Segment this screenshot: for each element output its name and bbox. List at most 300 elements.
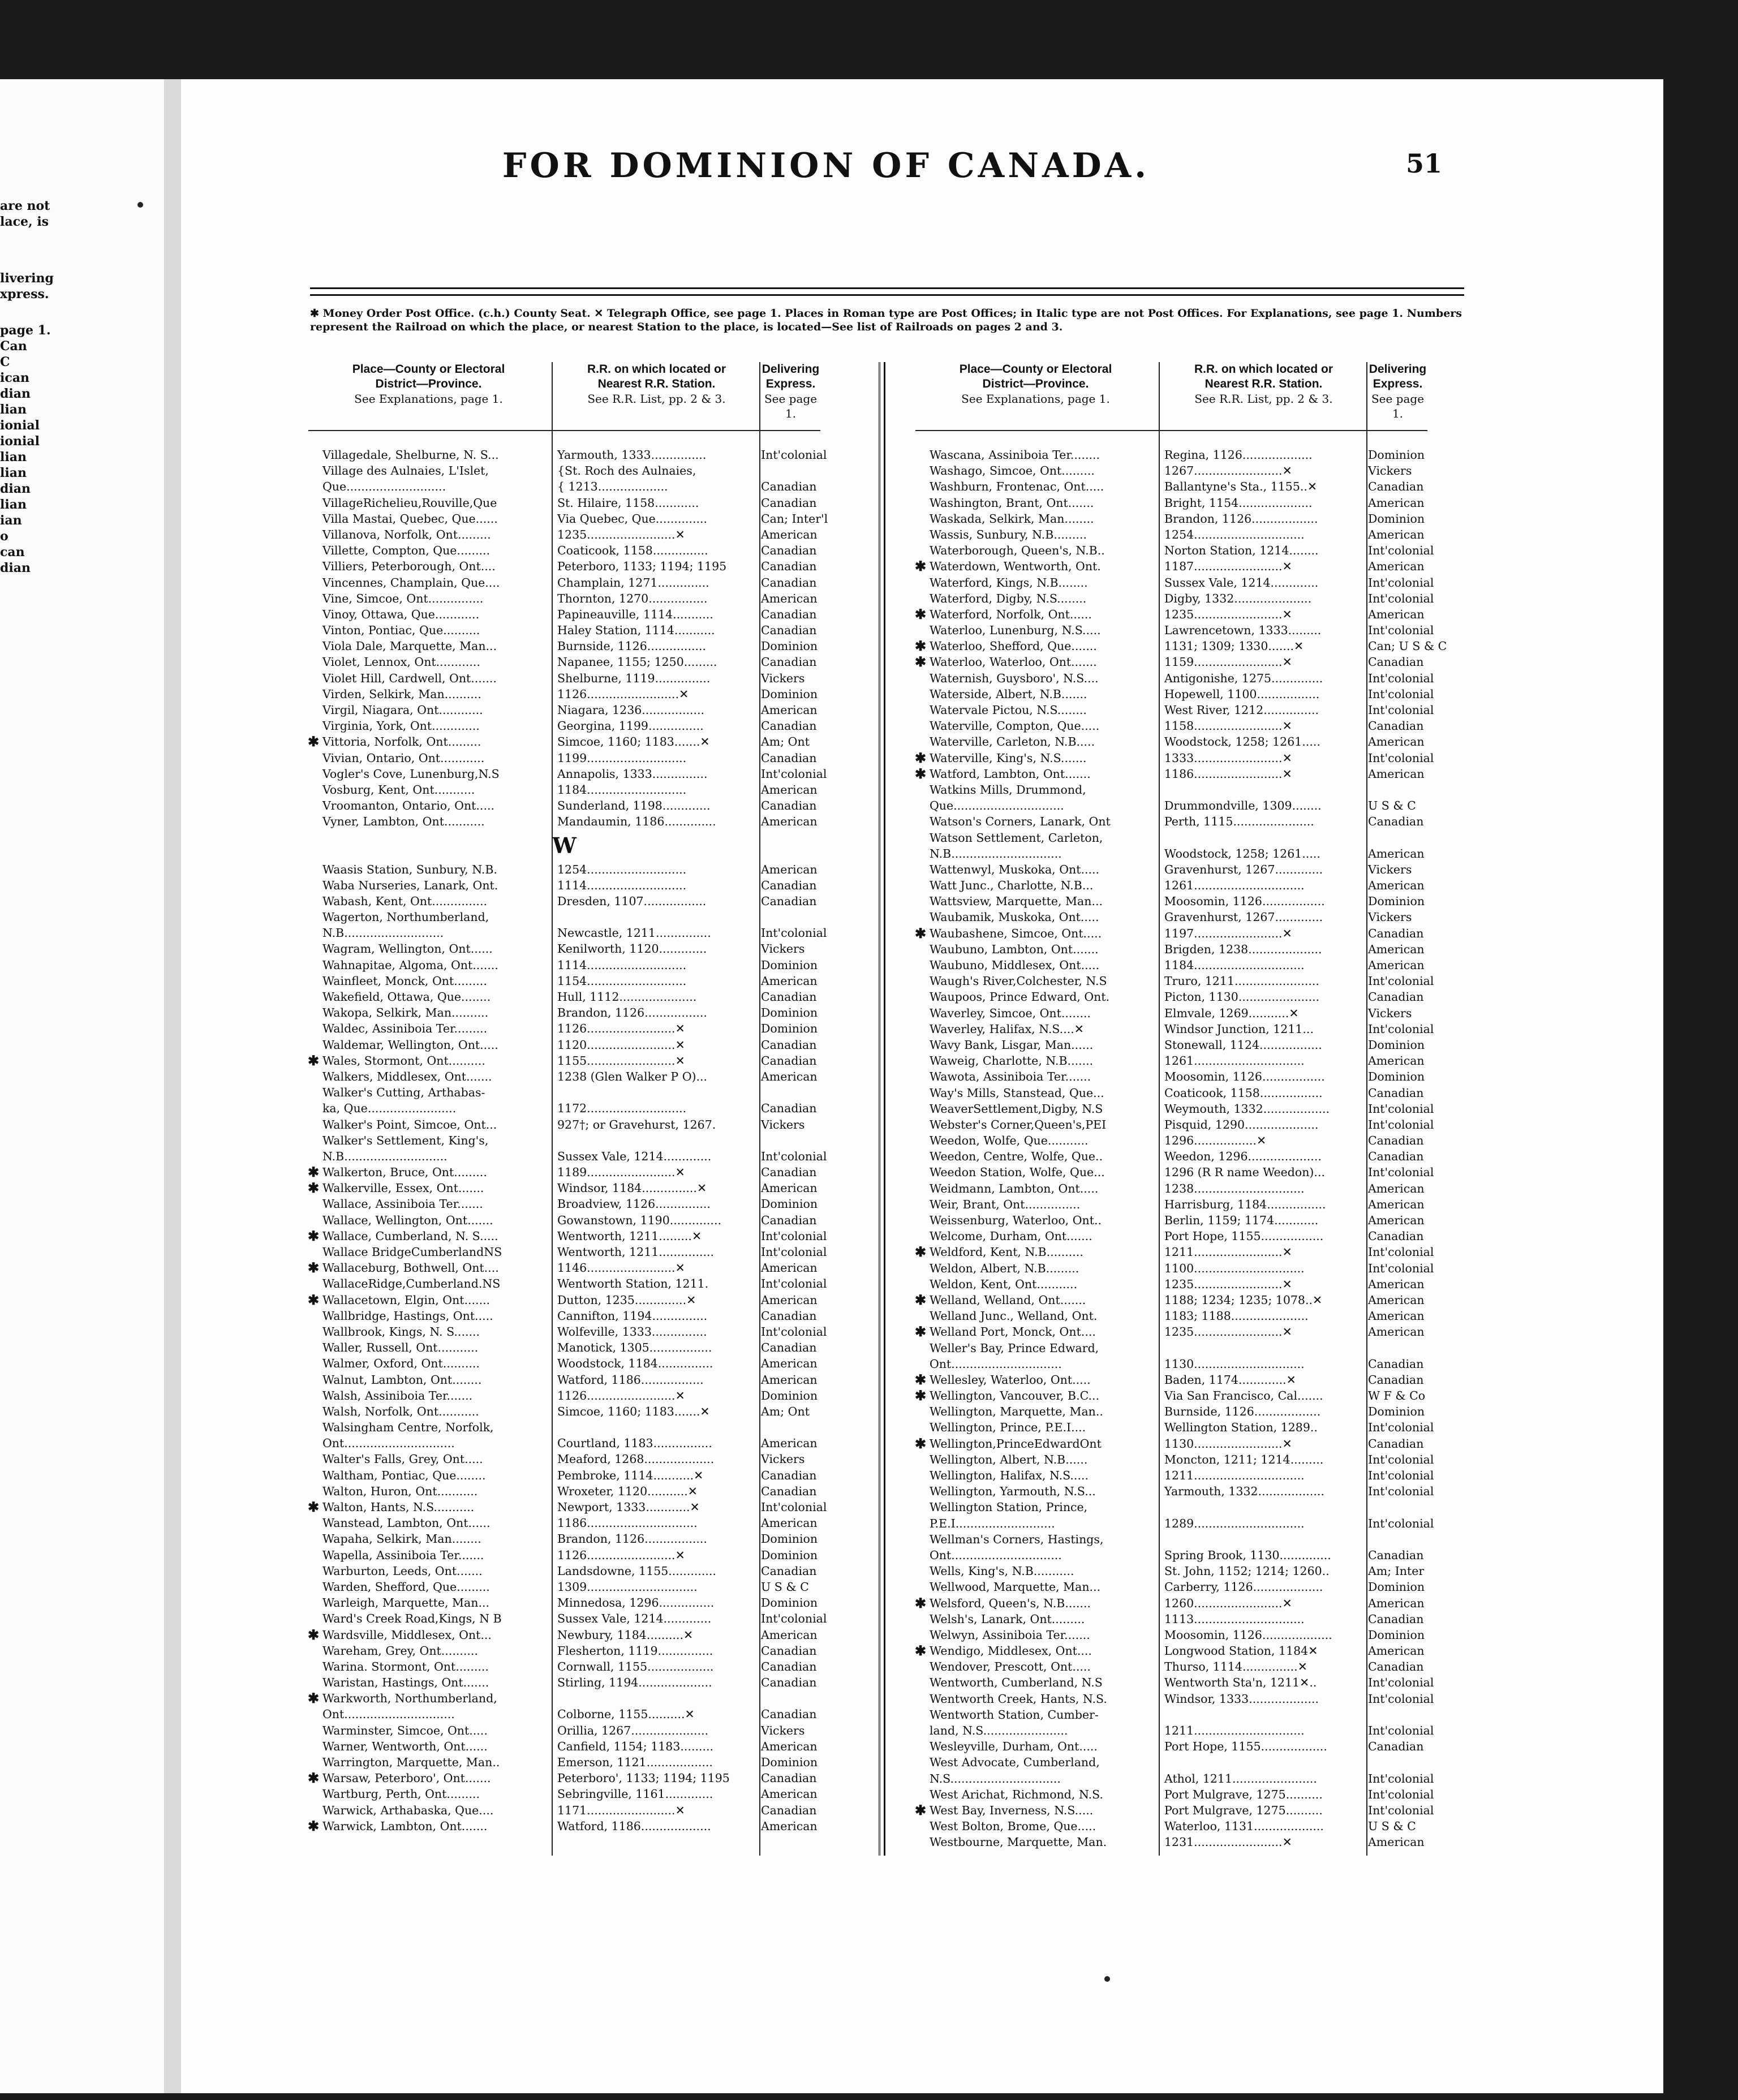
railroad-cell: Berlin, 1159; 1174............: [1164, 1213, 1319, 1227]
express-cell: U S & C: [1368, 799, 1416, 813]
place-cell: Waverley, Halifax, N.S....✕: [930, 1022, 1084, 1036]
money-order-mark: ✱: [915, 1387, 927, 1404]
money-order-mark: ✱: [308, 733, 320, 750]
place-cell: Weldon, Albert, N.B.........: [930, 1261, 1079, 1275]
railroad-cell: Sebringville, 1161.............: [557, 1787, 713, 1801]
rr-header-line2: Nearest R.R. Station.: [597, 377, 716, 390]
railroad-cell: 1186..............................: [557, 1516, 698, 1530]
place-cell: West Bay, Inverness, N.S.....: [930, 1803, 1094, 1817]
railroad-cell: Watford, 1186...................: [557, 1819, 711, 1833]
table-row: [915, 1085, 1427, 1101]
table-row: [308, 1021, 820, 1036]
money-order-mark: ✱: [915, 653, 927, 670]
railroad-cell: Colborne, 1155..........✕: [557, 1707, 695, 1722]
page-gutter: [164, 79, 181, 2093]
table-row: [308, 479, 820, 494]
table-row: [915, 1164, 1434, 1180]
fragment-text: lian: [0, 466, 27, 480]
express-column-header: [1368, 362, 1427, 430]
railroad-cell: Cannifton, 1194...............: [557, 1309, 708, 1323]
railroad-cell: Annapolis, 1333...............: [557, 767, 708, 781]
money-order-mark: ✱: [915, 638, 927, 655]
railroad-cell: 1154...........................: [557, 974, 687, 988]
table-row: [915, 1021, 1434, 1037]
place-cell: Waltham, Pontiac, Que........: [322, 1468, 486, 1482]
table-row: [308, 543, 820, 558]
place-cell: Waternish, Guysboro', N.S....: [930, 671, 1099, 685]
place-cell: Vittoria, Norfolk, Ont.........: [322, 735, 481, 749]
express-column-header: [761, 362, 820, 430]
place-cell: Vincennes, Champlain, Que....: [322, 575, 500, 589]
place-cell: Waupoos, Prince Edward, Ont.: [930, 990, 1110, 1004]
railroad-cell: 1211..............................: [1164, 1469, 1305, 1482]
place-cell: Waubamik, Muskoka, Ont.....: [930, 910, 1099, 924]
express-cell: Dominion: [1368, 1628, 1425, 1642]
table-row: [308, 1085, 820, 1100]
railroad-cell: Orillia, 1267.....................: [557, 1723, 709, 1737]
place-cell: Wales, Stormont, Ont..........: [322, 1053, 485, 1068]
express-cell: American: [1368, 1644, 1425, 1658]
express-cell: Int'colonial: [1368, 1117, 1434, 1131]
table-row: [308, 718, 820, 734]
place-cell: Weedon Station, Wolfe, Que...: [930, 1165, 1105, 1180]
place-cell: Wallace, Wellington, Ont.......: [322, 1213, 493, 1227]
scan-speck: [137, 202, 143, 208]
express-cell: American: [1368, 1596, 1425, 1610]
railroad-cell: 1155........................✕: [557, 1053, 685, 1068]
place-cell: Waterville, King's, N.S.......: [930, 751, 1087, 765]
table-row: [915, 893, 1427, 909]
fragment-text: livering: [0, 271, 54, 286]
table-row: [915, 1117, 1434, 1133]
table-row: [308, 766, 827, 782]
place-cell: Walker's Settlement, King's,: [322, 1133, 489, 1147]
express-cell: Int'colonial: [761, 1245, 827, 1259]
place-cell: Virgil, Niagara, Ont............: [322, 703, 483, 717]
place-header-line2: District—Province.: [982, 377, 1089, 390]
rr-header-line1: R.R. on which located or: [587, 363, 726, 376]
express-cell: Int'colonial: [1368, 591, 1434, 605]
railroad-cell: Wentworth, 1211...............: [557, 1245, 715, 1259]
fragment-text: dian: [0, 386, 31, 401]
railroad-cell: Regina, 1126...................: [1164, 448, 1313, 462]
railroad-cell: Hull, 1112.....................: [557, 990, 697, 1004]
place-cell: Warrington, Marquette, Man..: [322, 1755, 500, 1769]
table-row: [915, 638, 1447, 655]
place-cell: N.B..............................: [930, 846, 1062, 860]
table-row: [308, 1690, 820, 1706]
railroad-cell: Newbury, 1184..........✕: [557, 1628, 694, 1642]
express-cell: Canadian: [1368, 719, 1424, 733]
place-cell: Wellington, Albert, N.B......: [930, 1452, 1088, 1466]
table-row: [915, 989, 1427, 1005]
table-row: [308, 1611, 827, 1626]
table-row: [915, 1611, 1427, 1627]
table-row: [915, 1723, 1434, 1738]
money-order-mark: ✱: [308, 1164, 320, 1181]
express-cell: Dominion: [761, 1197, 818, 1211]
railroad-cell: 1235........................✕: [1164, 1325, 1292, 1339]
table-row: [308, 591, 820, 606]
place-cell: Waterford, Digby, N.S........: [930, 591, 1087, 605]
table-row: [308, 1404, 820, 1419]
table-row: [915, 973, 1434, 989]
place-cell: Weldon, Kent, Ont...........: [930, 1277, 1078, 1291]
table-row: [308, 1117, 820, 1133]
left-table: [308, 362, 828, 1856]
table-row: [915, 1771, 1434, 1787]
table-row: [915, 1627, 1427, 1643]
table-row: [915, 1675, 1434, 1690]
table-row: [308, 1675, 820, 1690]
railroad-cell: Newport, 1333............✕: [557, 1500, 700, 1514]
express-cell: Int'colonial: [761, 926, 827, 940]
place-cell: Wassis, Sunbury, N.B.........: [930, 527, 1087, 541]
railroad-cell: 1231........................✕: [1164, 1835, 1292, 1849]
place-cell: Welsh's, Lanark, Ont.........: [930, 1612, 1085, 1626]
header-divider: [915, 430, 1427, 431]
table-row: [308, 1579, 820, 1595]
place-cell: Weller's Bay, Prince Edward,: [930, 1341, 1099, 1355]
table-row: [308, 1355, 820, 1371]
railroad-cell: 1126........................✕: [557, 1388, 685, 1402]
railroad-cell: 1126........................✕: [557, 1022, 685, 1036]
express-cell: American: [761, 1516, 818, 1530]
place-cell: Que...........................: [322, 480, 446, 494]
express-header-line3: See page 1.: [764, 392, 818, 420]
railroad-cell: Sussex Vale, 1214.............: [1164, 575, 1319, 589]
express-cell: Canadian: [761, 1053, 817, 1068]
express-cell: Dominion: [761, 1755, 818, 1769]
place-cell: Warminster, Simcoe, Ont.....: [322, 1723, 488, 1737]
table-row: [915, 862, 1427, 877]
express-cell: Canadian: [761, 544, 817, 558]
express-cell: American: [1368, 942, 1425, 956]
railroad-cell: Wolfeville, 1333...............: [557, 1324, 707, 1339]
railroad-cell: Coaticook, 1158.................: [1164, 1086, 1323, 1100]
railroad-cell: West River, 1212...............: [1164, 703, 1319, 717]
railroad-cell: Napanee, 1155; 1250.........: [557, 655, 717, 669]
table-row: [308, 1340, 820, 1355]
table-row: [915, 1818, 1427, 1834]
express-cell: Can; Inter'l: [761, 511, 828, 526]
express-cell: Vickers: [1368, 862, 1412, 876]
railroad-cell: Peterboro, 1133; 1194; 1195: [557, 560, 727, 574]
place-cell: Wanstead, Lambton, Ont......: [322, 1516, 491, 1530]
table-row: [308, 622, 820, 638]
table-row: [308, 638, 820, 654]
express-cell: American: [1368, 846, 1425, 860]
express-cell: Canadian: [1368, 990, 1424, 1004]
railroad-cell: 1186........................✕: [1164, 767, 1292, 781]
express-cell: American: [761, 527, 818, 541]
place-cell: Washburn, Frontenac, Ont.....: [930, 480, 1104, 494]
table-row: [915, 957, 1427, 973]
railroad-cell: Dresden, 1107.................: [557, 894, 707, 908]
railroad-cell: Perth, 1115......................: [1164, 815, 1314, 829]
express-cell: Canadian: [761, 1468, 817, 1482]
railroad-cell: Weymouth, 1332..................: [1164, 1101, 1330, 1116]
place-column-header: [915, 362, 1156, 430]
express-cell: Canadian: [761, 1564, 817, 1578]
railroad-cell: 1197........................✕: [1164, 926, 1292, 940]
express-cell: Canadian: [761, 719, 817, 733]
express-cell: American: [1368, 496, 1425, 510]
place-cell: Waskada, Selkirk, Man........: [930, 511, 1094, 526]
railroad-cell: 1114...........................: [557, 878, 687, 892]
table-row: [308, 1069, 820, 1085]
place-cell: Waterloo, Shefford, Que.......: [930, 639, 1097, 653]
railroad-cell: Shelburne, 1119...............: [557, 671, 711, 685]
table-row: [915, 1356, 1427, 1372]
fragment-text: ionial: [0, 434, 40, 449]
fragment-text: lian: [0, 450, 27, 464]
table-row: [915, 1340, 1427, 1356]
money-order-mark: ✱: [308, 1626, 320, 1643]
railroad-cell: Brandon, 1126..................: [1164, 511, 1318, 526]
table-row: [308, 1372, 820, 1388]
table-row: [915, 1659, 1427, 1675]
express-cell: American: [761, 1739, 818, 1753]
place-cell: Wendover, Prescott, Ont.....: [930, 1660, 1091, 1674]
table-row: [915, 1276, 1427, 1292]
table-row: [915, 877, 1427, 893]
table-row: [308, 1180, 820, 1196]
table-row: [915, 766, 1427, 782]
express-cell: Vickers: [761, 942, 805, 956]
place-cell: Warsaw, Peterboro', Ont.......: [322, 1771, 491, 1785]
left-rows: [308, 447, 828, 1834]
place-cell: Ward's Creek Road,Kings, N B: [322, 1612, 502, 1626]
express-cell: Canadian: [1368, 1660, 1424, 1674]
railroad-cell: Coaticook, 1158...............: [557, 544, 708, 558]
express-cell: American: [761, 1181, 818, 1195]
table-row: [308, 495, 820, 511]
railroad-cell: Port Hope, 1155..................: [1164, 1740, 1327, 1754]
table-row: [915, 1707, 1427, 1723]
place-cell: Watson's Corners, Lanark, Ont: [930, 815, 1111, 829]
place-cell: Wentworth Creek, Hants, N.S.: [930, 1692, 1107, 1706]
table-row: [915, 1260, 1434, 1276]
table-row: [915, 830, 1427, 846]
express-cell: Canadian: [761, 496, 817, 510]
railroad-cell: Niagara, 1236.................: [557, 703, 705, 717]
table-row: [915, 1531, 1427, 1547]
railroad-cell: Moosomin, 1126...................: [1164, 1628, 1332, 1642]
table-row: [308, 1451, 820, 1467]
express-cell: Canadian: [761, 1643, 817, 1658]
table-row: [915, 1228, 1427, 1244]
table-row: [915, 926, 1427, 941]
table-row: [308, 1276, 827, 1292]
place-cell: Vyner, Lambton, Ont...........: [322, 815, 485, 829]
railroad-cell: 1130..............................: [1164, 1357, 1305, 1371]
place-cell: Welland Port, Monck, Ont....: [930, 1325, 1096, 1339]
table-row: [308, 1037, 820, 1053]
express-header-line1: Delivering: [1369, 363, 1427, 376]
railroad-cell: Manotick, 1305.................: [557, 1341, 712, 1355]
scan-border: [1663, 79, 1738, 2093]
railroad-cell: Simcoe, 1160; 1183.......✕: [557, 1404, 710, 1418]
money-order-mark: ✱: [915, 1594, 927, 1611]
table-row: [915, 495, 1427, 511]
place-cell: Walsingham Centre, Norfolk,: [322, 1421, 494, 1435]
table-row: [308, 463, 820, 479]
place-cell: Ont..............................: [930, 1357, 1062, 1371]
express-cell: Canadian: [1368, 1150, 1424, 1164]
table-row: [915, 1579, 1427, 1595]
railroad-cell: Burnside, 1126................: [557, 639, 707, 653]
express-cell: Canadian: [761, 1309, 817, 1323]
table-row: [915, 1563, 1427, 1579]
header-rule-bottom: [310, 294, 1464, 296]
place-cell: Vogler's Cove, Lunenburg,N.S: [322, 767, 500, 781]
railroad-cell: 1296 (R R name Weedon)...: [1164, 1165, 1325, 1180]
table-row: [308, 1754, 820, 1770]
railroad-cell: Wentworth, 1211.........✕: [557, 1229, 702, 1243]
express-cell: American: [761, 1819, 818, 1833]
express-cell: American: [761, 1787, 818, 1801]
fragment-text: can: [0, 545, 25, 560]
express-cell: Dominion: [761, 1022, 818, 1036]
place-cell: Ont..............................: [930, 1548, 1062, 1562]
table-row: [915, 511, 1427, 527]
express-cell: Int'colonial: [1368, 575, 1434, 589]
place-cell: Warden, Shefford, Que.........: [322, 1580, 490, 1594]
railroad-cell: 1158........................✕: [1164, 719, 1292, 733]
money-order-mark: ✱: [915, 749, 927, 766]
place-cell: Way's Mills, Stanstead, Que...: [930, 1086, 1104, 1100]
express-cell: Int'colonial: [1368, 1452, 1434, 1466]
express-cell: American: [761, 1293, 818, 1307]
place-cell: Warner, Wentworth, Ont......: [322, 1739, 488, 1753]
place-cell: Wellington,PrinceEdwardOnt: [930, 1436, 1102, 1451]
railroad-cell: 1211........................✕: [1164, 1245, 1292, 1259]
place-cell: Wellesley, Waterloo, Ont.....: [930, 1372, 1091, 1387]
place-cell: Ont..............................: [322, 1707, 455, 1722]
express-cell: Int'colonial: [1368, 1101, 1434, 1116]
place-cell: Wentworth Station, Cumber-: [930, 1707, 1099, 1722]
place-header-line3: See Explanations, page 1.: [354, 392, 503, 406]
express-cell: Canadian: [761, 751, 817, 765]
place-cell: Waterloo, Lunenburg, N.S.....: [930, 623, 1101, 638]
express-cell: American: [1368, 1325, 1425, 1339]
place-cell: Walton, Huron, Ont...........: [322, 1484, 478, 1498]
place-cell: Waller, Russell, Ont...........: [322, 1341, 479, 1355]
express-cell: Int'colonial: [1368, 703, 1434, 717]
railroad-cell: Stonewall, 1124.................: [1164, 1038, 1322, 1052]
rr-header-line2: Nearest R.R. Station.: [1204, 377, 1323, 390]
place-cell: Walkerton, Bruce, Ont.........: [322, 1165, 487, 1180]
table-row: [915, 1148, 1427, 1164]
place-cell: Violet Hill, Cardwell, Ont.......: [322, 671, 497, 685]
table-row: [915, 1547, 1427, 1563]
railroad-cell: Courtland, 1183................: [557, 1436, 712, 1451]
express-cell: American: [761, 782, 818, 797]
table-row: [308, 1244, 827, 1260]
railroad-cell: Weedon, 1296....................: [1164, 1150, 1322, 1164]
place-cell: Wells, King's, N.B...........: [930, 1564, 1074, 1578]
table-row: [915, 1308, 1427, 1324]
railroad-cell: Haley Station, 1114...........: [557, 623, 715, 638]
place-cell: Wawota, Assiniboia Ter.......: [930, 1070, 1091, 1084]
fragment-text: ican: [0, 371, 30, 385]
table-row: [308, 1515, 820, 1531]
railroad-cell: Dutton, 1235..............✕: [557, 1293, 696, 1307]
table-row: [308, 606, 820, 622]
money-order-mark: ✱: [915, 605, 927, 622]
railroad-cell: Woodstock, 1258; 1261.....: [1164, 846, 1320, 860]
place-cell: Que..............................: [930, 799, 1064, 813]
express-cell: Int'colonial: [1368, 1787, 1434, 1801]
express-cell: Dominion: [761, 687, 818, 701]
table-row: [915, 1691, 1434, 1707]
table-row: [308, 1308, 820, 1324]
place-cell: Wellington, Yarmouth, N.S...: [930, 1484, 1096, 1499]
railroad-cell: Antigonishe, 1275..............: [1164, 671, 1323, 685]
place-cell: Wallaceburg, Bothwell, Ont....: [322, 1261, 499, 1275]
express-cell: Can; U S & C: [1368, 639, 1447, 653]
express-cell: Vickers: [761, 671, 805, 685]
express-cell: American: [1368, 1197, 1425, 1211]
railroad-cell: Gowanstown, 1190..............: [557, 1213, 721, 1227]
place-cell: Virginia, York, Ont.............: [322, 719, 480, 733]
express-cell: Dominion: [761, 1388, 818, 1402]
express-cell: Canadian: [761, 799, 817, 813]
fragment-text: dian: [0, 481, 31, 496]
express-cell: American: [1368, 1181, 1425, 1195]
header-divider: [308, 430, 820, 431]
railroad-cell: St. John, 1152; 1214; 1260..: [1164, 1564, 1330, 1578]
table-row: [915, 1372, 1427, 1388]
railroad-cell: Carberry, 1126...................: [1164, 1580, 1323, 1594]
place-cell: Wahnapitae, Algoma, Ont.......: [322, 958, 498, 972]
table-row: [915, 1738, 1427, 1754]
table-row: [308, 1468, 820, 1483]
railroad-cell: Watford, 1186.................: [557, 1372, 704, 1387]
place-cell: WeaverSettlement,Digby, N.S: [930, 1101, 1103, 1116]
place-cell: Walnut, Lambton, Ont........: [322, 1372, 482, 1387]
railroad-cell: Sussex Vale, 1214.............: [557, 1149, 712, 1163]
express-cell: Int'colonial: [761, 767, 827, 781]
place-cell: Wareham, Grey, Ont..........: [322, 1643, 478, 1658]
railroad-cell: Lawrencetown, 1333.........: [1164, 623, 1322, 638]
railroad-cell: 1254...........................: [557, 862, 687, 876]
railroad-cell: Norton Station, 1214........: [1164, 544, 1319, 558]
fragment-text: Can: [0, 339, 27, 354]
place-cell: West Advocate, Cumberland,: [930, 1755, 1100, 1770]
table-row: [308, 1802, 820, 1818]
railroad-cell: Thornton, 1270................: [557, 591, 708, 605]
railroad-cell: Broadview, 1126...............: [557, 1197, 711, 1211]
express-cell: Am; Ont: [761, 735, 810, 749]
place-cell: Waterville, Carleton, N.B.....: [930, 735, 1095, 749]
express-cell: Canadian: [761, 878, 817, 892]
railroad-cell: Moosomin, 1126.................: [1164, 1070, 1325, 1084]
railroad-cell: 1238 (Glen Walker P O)...: [557, 1069, 708, 1083]
railroad-cell: Elmvale, 1269...........✕: [1164, 1006, 1299, 1020]
table-row: [915, 654, 1427, 670]
railroad-cell: 1100..............................: [1164, 1261, 1305, 1275]
express-cell: Canadian: [1368, 1134, 1424, 1148]
fragment-text: ionial: [0, 418, 40, 433]
table-row: [308, 1164, 820, 1180]
table-row: [915, 1483, 1434, 1499]
railroad-cell: Cornwall, 1155..................: [557, 1659, 714, 1673]
place-cell: Wagram, Wellington, Ont......: [322, 942, 493, 956]
table-row: [308, 862, 820, 877]
railroad-cell: Brandon, 1126.................: [557, 1532, 707, 1546]
